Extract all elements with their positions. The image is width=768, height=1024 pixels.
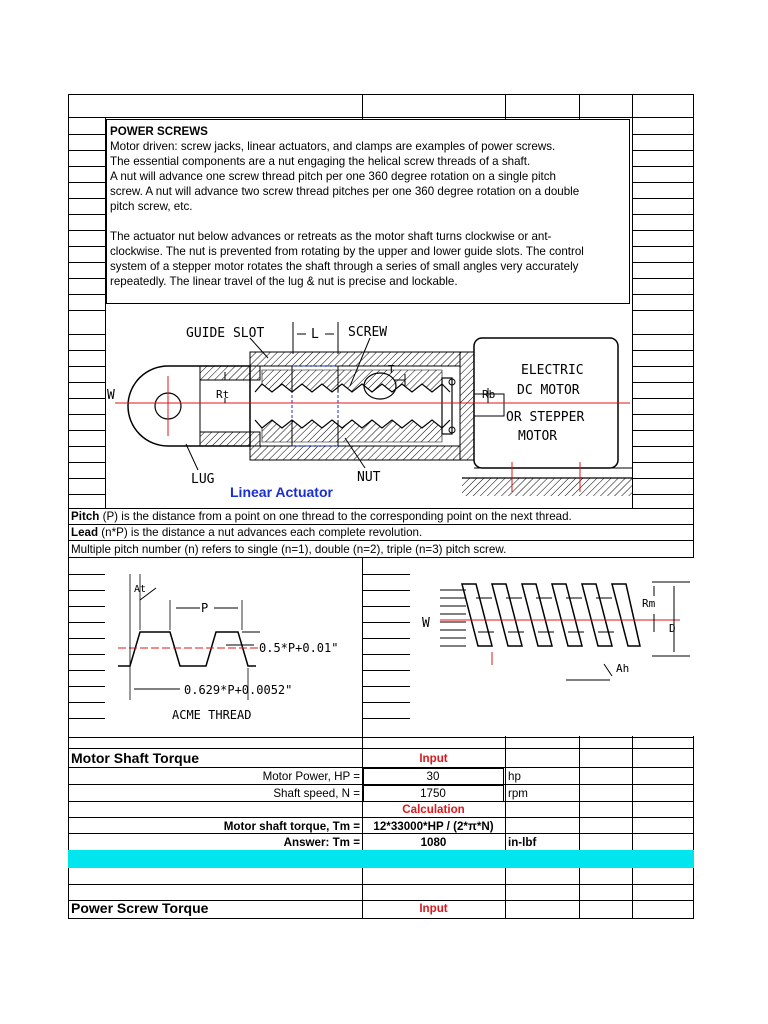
- pitch-text: (P) is the distance from a point on one thread to the corresponding point on the next thread.: [99, 510, 572, 523]
- lead-text: (n*P) is the distance a nut advances each complete revolution.: [98, 526, 423, 539]
- shaft-speed-value: 1750: [420, 787, 446, 800]
- acme-dim-width: 0.629*P+0.0052": [184, 683, 293, 697]
- shaft-speed-unit: rpm: [508, 787, 528, 800]
- cyan-separator-bar: [68, 850, 694, 868]
- shaft-speed-label: Shaft speed, N =: [273, 787, 360, 800]
- label-t: T: [388, 363, 395, 376]
- label-screw: SCREW: [348, 325, 388, 340]
- intro-title: POWER SCREWS: [110, 125, 208, 138]
- motor-power-label: Motor Power, HP =: [262, 770, 360, 783]
- intro-line-5: pitch screw, etc.: [110, 200, 193, 213]
- motor-power-unit: hp: [508, 770, 521, 783]
- label-motor: MOTOR: [518, 429, 558, 444]
- screw-input-label: Input: [419, 902, 448, 915]
- motor-torque-label: Motor shaft torque, Tm =: [223, 820, 360, 833]
- screw-label-w: W: [422, 616, 430, 631]
- label-lug: LUG: [191, 472, 215, 487]
- calculation-label: Calculation: [402, 803, 465, 816]
- acme-caption: ACME THREAD: [172, 708, 252, 722]
- intro-line-3: A nut will advance one screw thread pitch per one 360 degree rotation on a single pitch: [110, 170, 557, 183]
- intro-line-9: repeatedly. The linear travel of the lug & nut is precise and lockable.: [110, 275, 458, 288]
- motor-torque-title: Motor Shaft Torque: [71, 750, 200, 766]
- linear-actuator-caption: Linear Actuator: [230, 484, 333, 500]
- lead-term: Lead: [71, 526, 99, 539]
- label-electric: ELECTRIC: [521, 363, 584, 378]
- answer-label: Answer: Tm =: [283, 836, 360, 849]
- acme-label-at: At: [134, 584, 147, 595]
- label-or-stepper: OR STEPPER: [506, 410, 585, 425]
- screw-label-rm: Rm: [642, 597, 656, 610]
- answer-value: 1080: [420, 836, 447, 849]
- intro-line-6: The actuator nut below advances or retreats as the motor shaft turns clockwise or ant-: [110, 230, 552, 243]
- screw-label-d: D: [669, 622, 676, 635]
- intro-line-2: The essential components are a nut engaging the helical screw threads of a shaft.: [110, 155, 531, 168]
- label-w: W: [107, 388, 115, 403]
- multiple-pitch-definition: Multiple pitch number (n) refers to single (n=1), double (n=2), triple (n=3) pitch screw.: [71, 543, 507, 556]
- motor-input-label: Input: [419, 752, 448, 765]
- label-rt: Rt: [216, 388, 230, 401]
- acme-label-p: P: [201, 601, 209, 615]
- label-nut: NUT: [357, 470, 381, 485]
- motor-power-input[interactable]: [363, 768, 504, 785]
- answer-unit: in-lbf: [508, 836, 537, 849]
- pitch-term: Pitch: [71, 510, 100, 523]
- screw-label-ah: Ah: [616, 662, 630, 675]
- acme-dim-height: 0.5*P+0.01": [259, 641, 339, 655]
- intro-line-4: screw. A nut will advance two screw thread pitches per one 360 degree rotation on a double: [110, 185, 580, 198]
- intro-line-8: system of a stepper motor rotates the shaft through a series of small angles very accurately: [110, 260, 579, 273]
- screw-torque-title: Power Screw Torque: [71, 900, 209, 916]
- label-guide-slot: GUIDE SLOT: [186, 326, 265, 341]
- label-l: L: [311, 327, 319, 342]
- intro-line-7: clockwise. The nut is prevented from rotating by the upper and lower guide slots. The control: [110, 245, 584, 258]
- intro-line-1: Motor driven: screw jacks, linear actuators, and clamps are examples of power screws.: [110, 140, 556, 153]
- label-rb: Rb: [482, 388, 496, 401]
- motor-torque-formula: 12*33000*HP / (2*π*N): [373, 820, 494, 833]
- shaft-speed-input[interactable]: [363, 785, 504, 802]
- label-dc-motor: DC MOTOR: [517, 383, 580, 398]
- motor-power-value: 30: [426, 770, 440, 783]
